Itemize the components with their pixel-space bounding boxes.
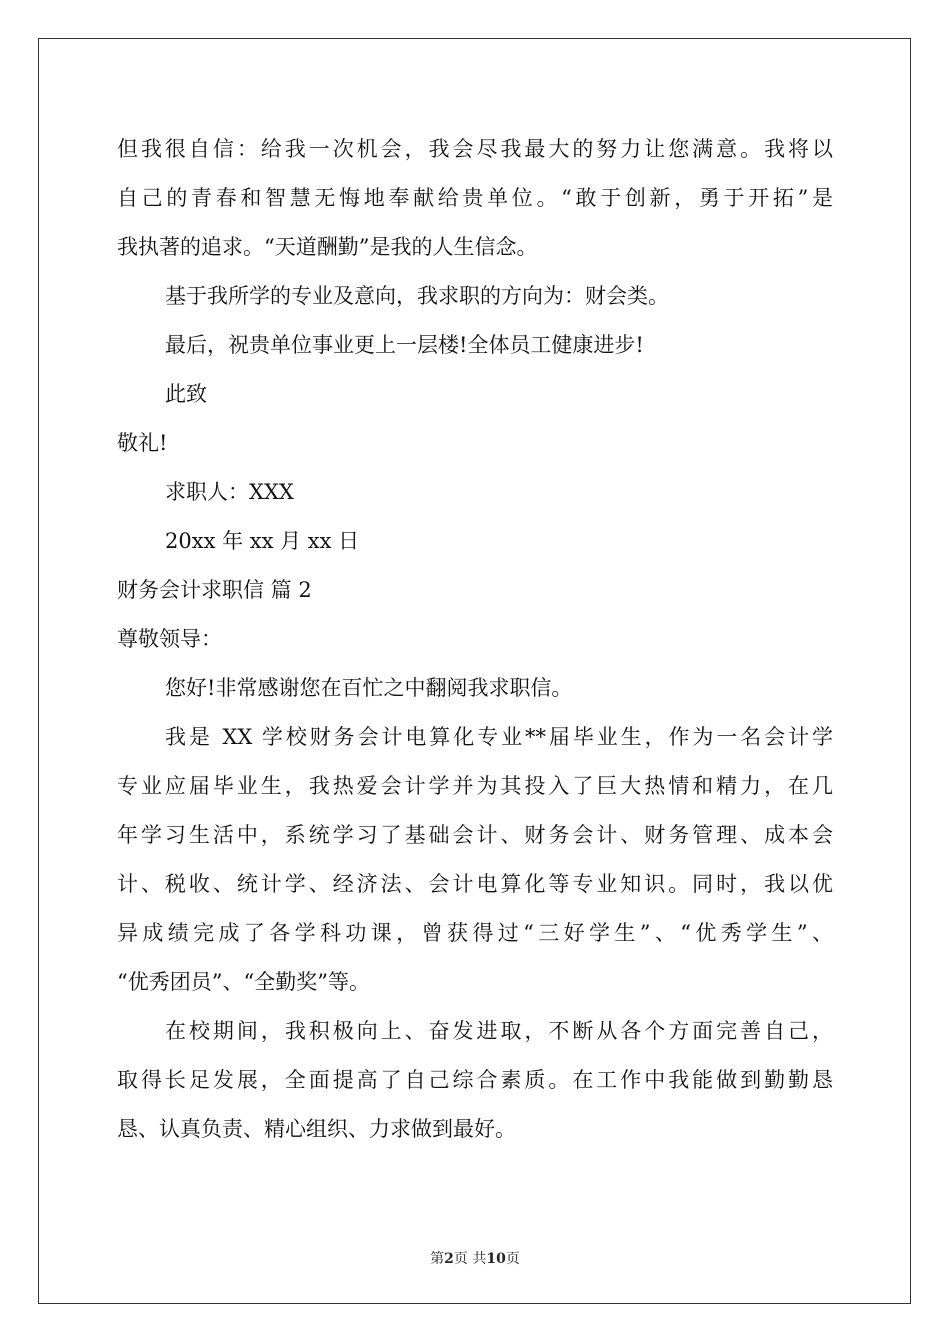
- text-line: 计、税收、统计学、经济法、会计电算化等专业知识。同时，我以优: [117, 872, 833, 896]
- text-line: 求职人：XXX: [165, 480, 294, 504]
- text-line: 此致: [165, 382, 207, 406]
- text-line: 异成绩完成了各学科功课，曾获得过“三好学生”、“优秀学生”、: [117, 921, 833, 945]
- footer-total-pages: 10: [486, 1251, 506, 1267]
- text-line: “优秀团员”、“全勤奖”等。: [117, 970, 370, 994]
- text-line: 但我很自信：给我一次机会，我会尽我最大的努力让您满意。我将以: [117, 137, 833, 161]
- footer-mid: 页 共: [453, 1251, 487, 1267]
- text-line: 敬礼!: [117, 431, 168, 455]
- text-line: 取得长足发展，全面提高了自己综合素质。在工作中我能做到勤勤恳: [117, 1068, 833, 1092]
- footer-prefix: 第: [430, 1251, 445, 1267]
- text-line: 尊敬领导：: [117, 627, 222, 651]
- document-body: [117, 125, 833, 1154]
- text-line: 20xx 年 xx 月 xx 日: [165, 529, 360, 553]
- text-line: 专业应届毕业生，我热爱会计学并为其投入了巨大热情和精力，在几: [117, 774, 833, 798]
- text-line: 最后，祝贵单位事业更上一层楼!全体员工健康进步!: [165, 333, 644, 357]
- footer-suffix: 页: [505, 1251, 520, 1267]
- paragraph-lines: [117, 125, 833, 1154]
- text-line: 基于我所学的专业及意向，我求职的方向为：财会类。: [165, 284, 669, 308]
- text-line: 恳、认真负责、精心组织、力求做到最好。: [117, 1117, 516, 1141]
- text-line: 我是 XX 学校财务会计电算化专业**届毕业生，作为一名会计学: [165, 725, 833, 749]
- text-line: 在校期间，我积极向上、奋发进取，不断从各个方面完善自己，: [165, 1019, 833, 1043]
- text-line: 年学习生活中，系统学习了基础会计、财务会计、财务管理、成本会: [117, 823, 833, 847]
- text-line: 您好!非常感谢您在百忙之中翻阅我求职信。: [165, 676, 573, 700]
- footer-current-page: 2: [444, 1251, 454, 1267]
- text-line: 财务会计求职信 篇 2: [117, 578, 312, 602]
- text-line: 自己的青春和智慧无悔地奉献给贵单位。“敢于创新，勇于开拓”是: [117, 186, 833, 210]
- page-footer: [0, 1248, 950, 1268]
- text-line: 我执著的追求。“天道酬勤”是我的人生信念。: [117, 235, 538, 259]
